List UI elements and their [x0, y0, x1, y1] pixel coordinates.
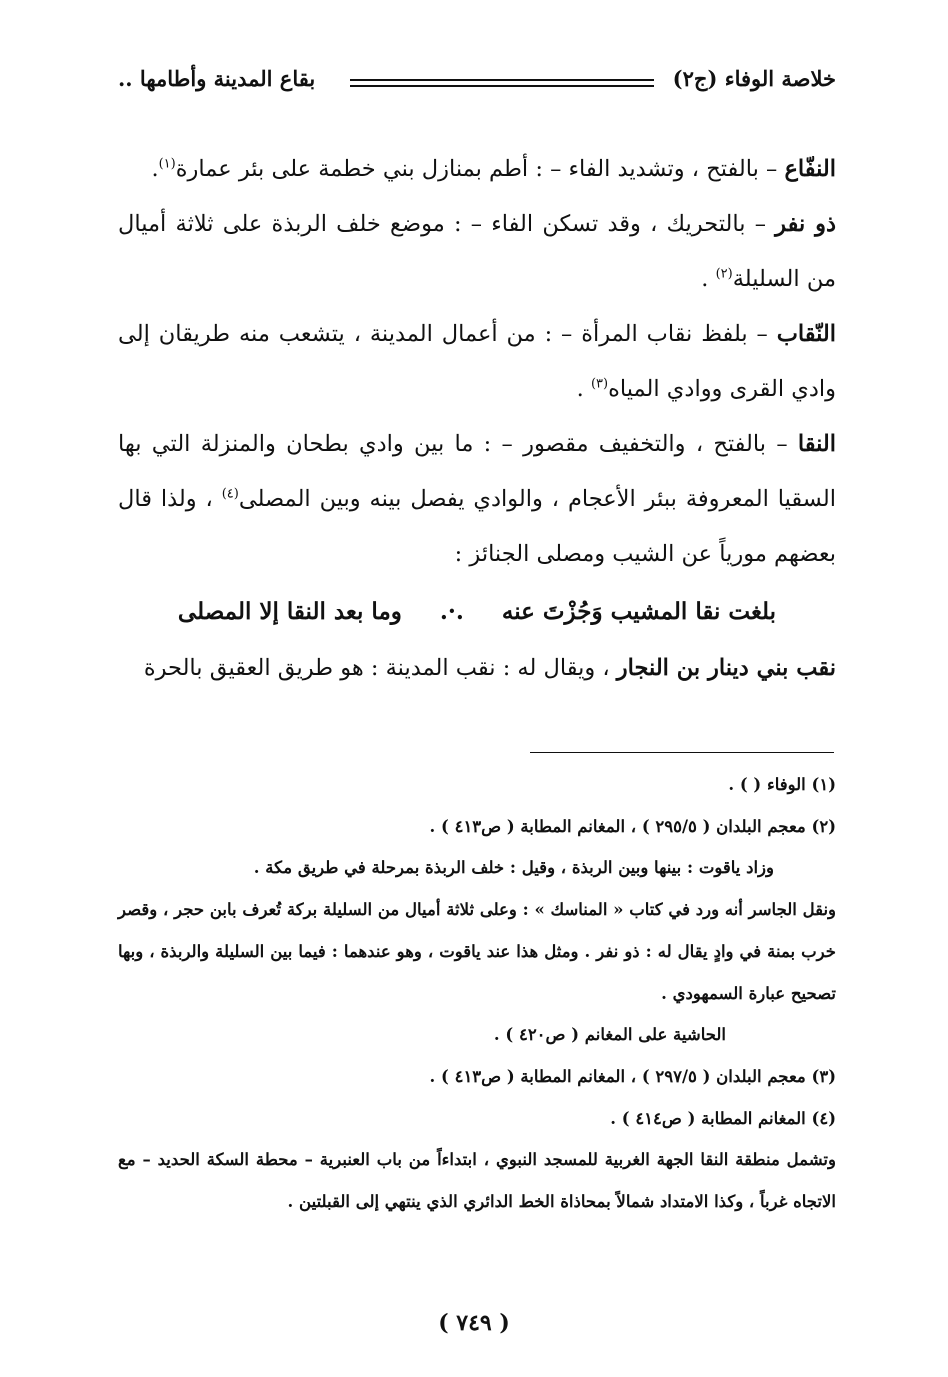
verse-first-hemistich: بلغت نقا المشيب وَجُزْتَ عنه [501, 598, 777, 625]
book-title: خلاصة الوفاء (ج٢) [672, 66, 836, 91]
footnote-2-reference: الحاشية على المغانم ( ص٤٢٠ ) . [493, 1025, 726, 1045]
footnote-4: (٤) المغانم المطابة ( ص٤١٤ ) . [610, 1108, 836, 1128]
entry-text-after: ، ولذا قال بعضهم مورياً عن الشيب ومصلى الجنائز : [118, 486, 836, 567]
entry-term: النفّاع [784, 156, 836, 182]
page-number: ( ٧٤٩ ) [438, 1310, 510, 1336]
footnote-3: (٣) معجم البلدان ( ٢٩٧/٥ ) ، المغانم المطابة ( ص٤١٣ ) . [429, 1066, 836, 1086]
footnote-4-note: وتشمل منطقة النقا الجهة الغربية للمسجد النبوي ، ابتداءاً من باب العنبرية – محطة السكة الحديد – مع الاتجاه غرباً ، وكذا الامتداد شمالاً بمحاذاة الخط الدائري الذي ينتهي إلى القبلتين . [118, 1150, 836, 1212]
entry-text: – بالفتح ، والتخفيف مقصور – : ما بين وادي بطحان والمنزلة التي بها السقيا المعروفة ببئر الأعجام ، والوادي يفصل بينه وبين المصلى [118, 431, 836, 512]
entry-text: – بالتحريك ، وقد تسكن الفاء – : موضع خلف الربذة على ثلاثة أميال من السليلة [118, 211, 836, 292]
poetry-verse [118, 584, 836, 639]
footnote-ref: (١) [158, 156, 176, 172]
footnotes [118, 764, 836, 1223]
footnote-2-addition: وزاد ياقوت : بينها وبين الربذة ، وقيل : خلف الربذة بمرحلة في طريق مكة . [253, 858, 774, 878]
entry-term: النّقاب [776, 321, 837, 347]
entry-text-after: . [151, 156, 159, 182]
footnote-2: (٢) معجم البلدان ( ٢٩٥/٥ ) ، المغانم المطابة ( ص٤١٣ ) . [429, 816, 836, 836]
main-text [118, 142, 836, 696]
entry-text: ، ويقال له : نقب المدينة : هو طريق العقيق بالحرة [143, 655, 610, 681]
entry-term: النقا [797, 431, 837, 457]
footnote-ref: (٣) [590, 376, 609, 392]
footnote-ref: (٢) [715, 266, 733, 282]
running-header [118, 62, 836, 102]
footnote-2-jasir: ونقل الجاسر أنه ورد في كتاب « المناسك » : وعلى ثلاثة أميال من السليلة بركة تُعرف بابن حجر ، وقصر خرب بمنة في وادٍ يقال له : ذو نفر . ومثل هذا عند ياقوت ، وهو عندهما : فيما بين السليلة والربذة ، وبها تصحيح عبارة السمهودي . [118, 900, 836, 1003]
entry-text: – بلفظ نقاب المرأة – : من أعمال المدينة ، يتشعب منه طريقان إلى وادي القرى ووادي المياه [118, 321, 836, 402]
entry-niqab [118, 307, 836, 417]
entry-naqa [118, 417, 836, 582]
entry-text-after: . [576, 376, 591, 402]
entry-naqb [118, 641, 836, 696]
footnote-rule [530, 752, 834, 753]
verse-separator: .·. [439, 598, 464, 625]
footnote-1: (١) الوفاء ( ) . [728, 775, 836, 794]
entry-term: ذو نفر [775, 211, 837, 237]
entry-text: – بالفتح ، وتشديد الفاء – : أطم بمنازل بني خطمة على بئر عمارة [175, 156, 778, 182]
header-rule [350, 79, 654, 87]
entry-term: نقب بني دينار بن النجار [616, 655, 836, 681]
footnote-ref: (٤) [221, 486, 239, 502]
section-title: بقاع المدينة وأطامها .. [118, 66, 316, 91]
entry-dhu-nafar [118, 197, 836, 307]
verse-second-hemistich: وما بعد النقا إلا المصلى [177, 598, 402, 625]
entry-naffaa [118, 142, 836, 197]
entry-text-after: . [701, 266, 716, 292]
